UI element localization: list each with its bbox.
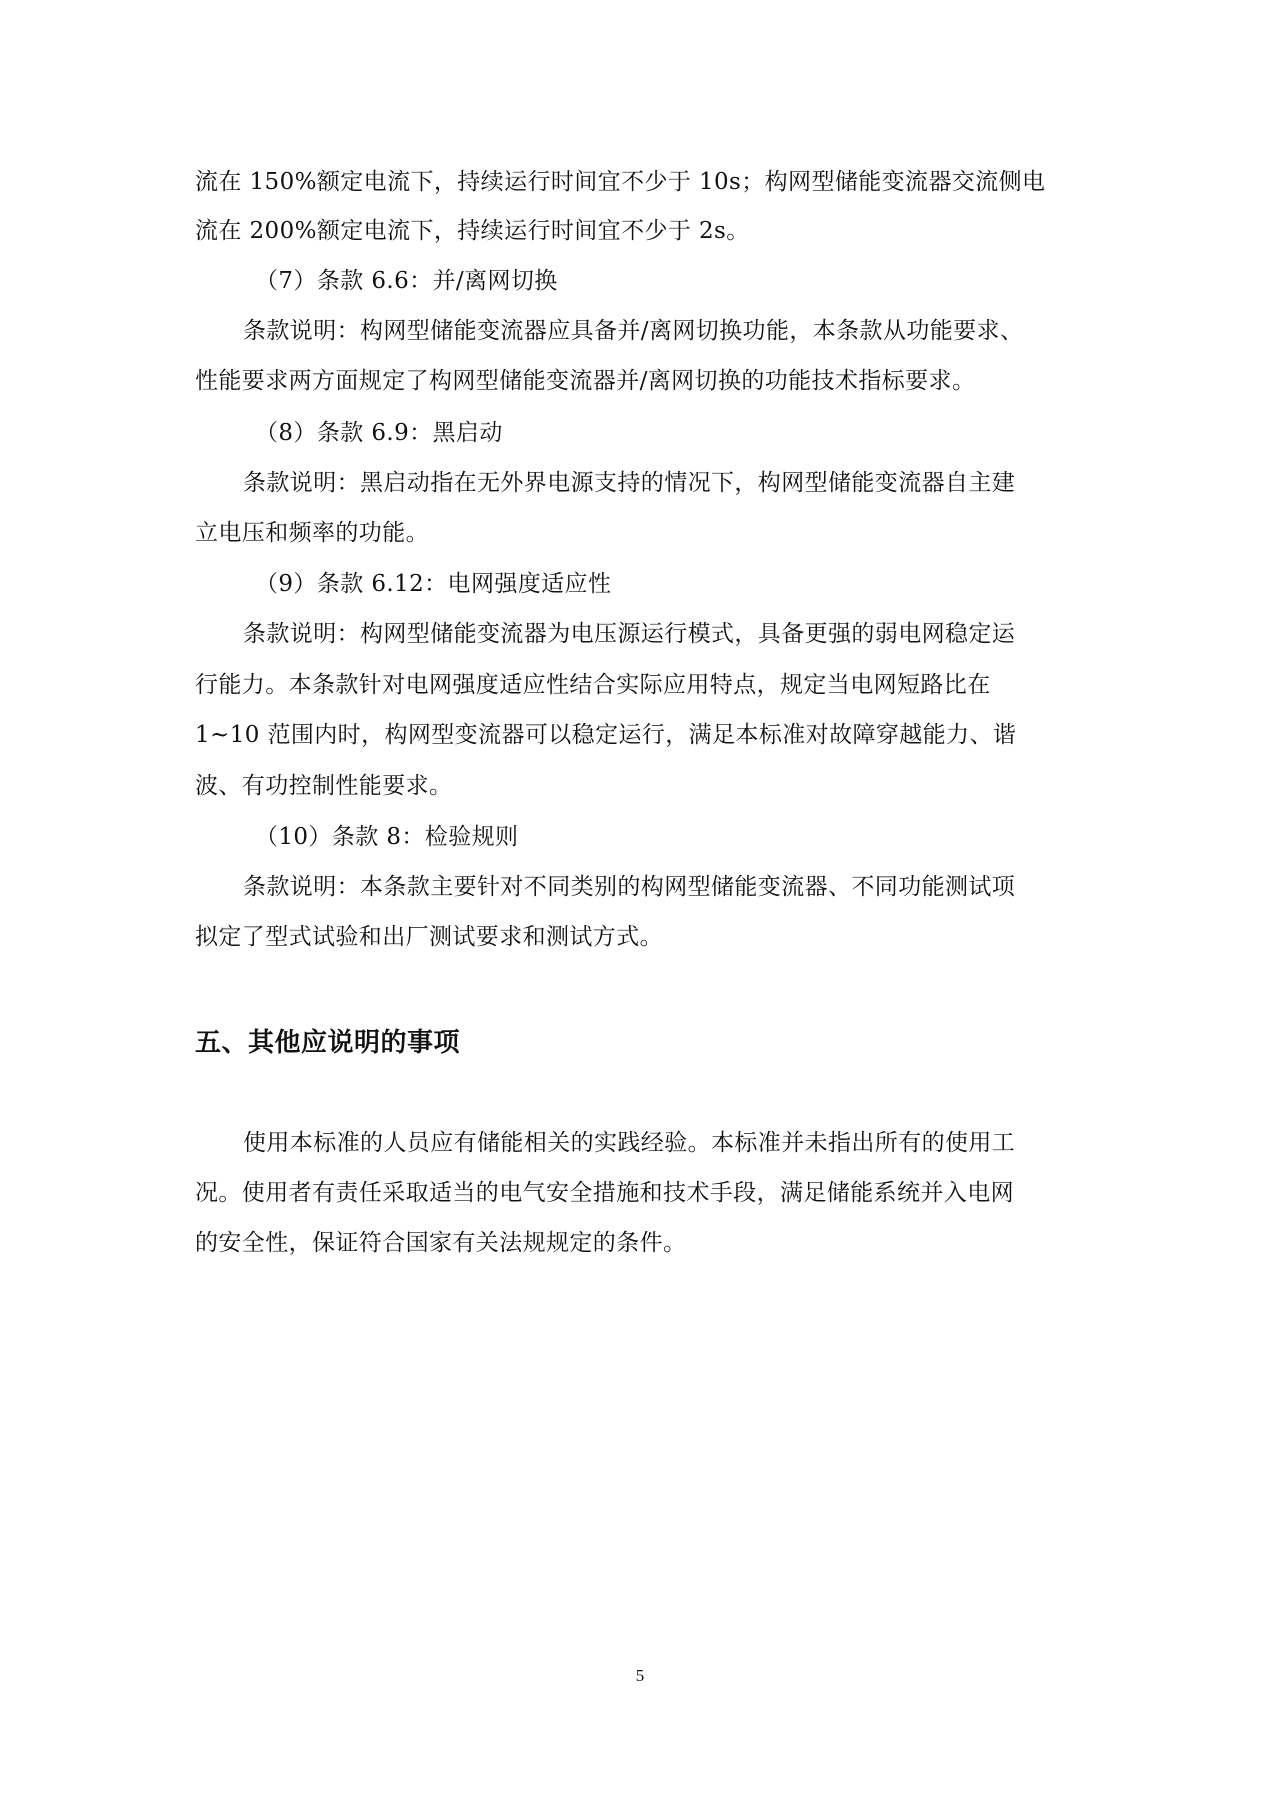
section-heading: 五、其他应说明的事项 xyxy=(195,1028,461,1058)
body-line: 流在 200%额定电流下，持续运行时间宜不少于 2s。 xyxy=(195,218,750,244)
body-line: 条款说明：构网型储能变流器应具备并/离网切换功能，本条款从功能要求、 xyxy=(243,318,1024,344)
body-line: 条款说明：本条款主要针对不同类别的构网型储能变流器、不同功能测试项 xyxy=(243,874,1016,900)
clause-title: （8）条款 6.9：黑启动 xyxy=(255,420,503,446)
clause-title: （7）条款 6.6：并/离网切换 xyxy=(255,268,558,294)
clause-title: （10）条款 8：检验规则 xyxy=(255,824,519,850)
body-line: 流在 150%额定电流下，持续运行时间宜不少于 10s；构网型储能变流器交流侧电 xyxy=(195,169,1046,195)
body-line: 行能力。本条款针对电网强度适应性结合实际应用特点，规定当电网短路比在 xyxy=(195,672,991,698)
body-line: 拟定了型式试验和出厂测试要求和测试方式。 xyxy=(195,924,663,950)
body-line: 波、有功控制性能要求。 xyxy=(195,773,453,799)
body-line: 的安全性，保证符合国家有关法规规定的条件。 xyxy=(195,1230,687,1256)
body-line: 况。使用者有责任采取适当的电气安全措施和技术手段，满足储能系统并入电网 xyxy=(195,1180,1014,1206)
body-line: 立电压和频率的功能。 xyxy=(195,520,429,546)
body-line: 条款说明：黑启动指在无外界电源支持的情况下，构网型储能变流器自主建 xyxy=(243,470,1016,496)
body-line: 1~10 范围内时，构网型变流器可以稳定运行，满足本标准对故障穿越能力、谐 xyxy=(195,722,1017,748)
clause-title: （9）条款 6.12：电网强度适应性 xyxy=(255,571,612,597)
body-line: 使用本标准的人员应有储能相关的实践经验。本标准并未指出所有的使用工 xyxy=(243,1130,1016,1156)
body-line: 条款说明：构网型储能变流器为电压源运行模式，具备更强的弱电网稳定运 xyxy=(243,621,1016,647)
body-line: 性能要求两方面规定了构网型储能变流器并/离网切换的功能技术指标要求。 xyxy=(195,368,976,394)
page-number: 5 xyxy=(635,1666,645,1685)
